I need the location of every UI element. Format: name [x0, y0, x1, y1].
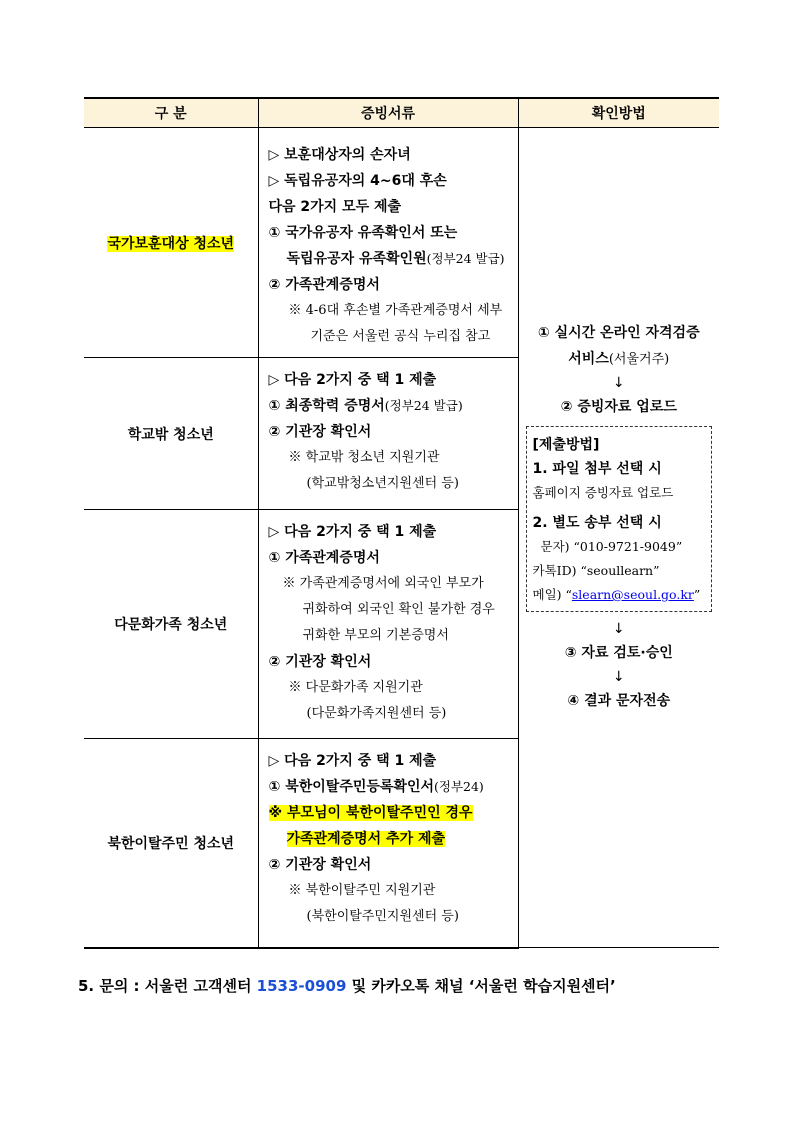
header-documents: 증빙서류: [258, 98, 518, 128]
mail-suffix: ”: [693, 587, 701, 602]
box-option-1: 1. 파일 첨부 선택 시: [532, 461, 662, 477]
doc-line: [269, 393, 518, 419]
box-option-2: 2. 별도 송부 선택 시: [532, 515, 662, 531]
documents-cell: [258, 128, 518, 358]
method-step-4: ④ 결과 문자전송: [567, 693, 671, 709]
doc-highlight: 가족관계증명서 추가 제출: [286, 831, 446, 847]
doc-note: (학교밖청소년지원센터 등): [306, 476, 459, 491]
header-method: 확인방법: [518, 98, 719, 128]
box-mail: [533, 583, 706, 607]
doc-line: ② 가족관계증명서: [268, 277, 380, 293]
doc-note: 기준은 서울런 공식 누리집 참고: [310, 329, 491, 344]
doc-note: ※ 학교밖 청소년 지원기관: [288, 450, 440, 465]
category-label: 국가보훈대상 청소년: [107, 235, 235, 252]
doc-sub: (정부24 발급): [426, 251, 505, 266]
doc-sub: (정부24): [434, 779, 484, 794]
category-cell: [84, 739, 258, 948]
doc-line: ▷ 다음 2가지 중 택 1 제출: [268, 372, 437, 388]
doc-note: ※ 4-6대 후손별 가족관계증명서 세부: [288, 303, 503, 318]
mail-prefix: 메일) “: [532, 587, 572, 602]
doc-line: ② 기관장 확인서: [268, 424, 372, 440]
doc-highlight: ※ 부모님이 북한이탈주민인 경우: [268, 805, 473, 821]
box-kakao: 카톡ID) “seoullearn”: [532, 563, 660, 578]
doc-line: ▷ 독립유공자의 4~6대 후손: [268, 173, 447, 189]
method-step-1b: [519, 346, 720, 372]
table-row: [84, 128, 719, 358]
doc-line: 다음 2가지 모두 제출: [268, 199, 402, 215]
method-spacer: [519, 128, 720, 320]
documents-cell: [258, 739, 518, 948]
doc-line: ① 가족관계증명서: [268, 550, 380, 566]
header-category: 구 분: [84, 98, 258, 128]
inquiry-prefix: 5. 문의 : 서울런 고객센터: [78, 977, 257, 995]
category-label: 북한이탈주민 청소년: [107, 835, 235, 852]
doc-line: [269, 800, 518, 826]
doc-line: ▷ 보훈대상자의 손자녀: [268, 147, 411, 163]
doc-note: (북한이탈주민지원센터 등): [306, 909, 459, 924]
category-label: 학교밖 청소년: [127, 426, 214, 443]
down-arrow-icon: ↓: [612, 669, 625, 685]
method-step-2: ② 증빙자료 업로드: [560, 399, 677, 415]
doc-line: ① 국가유공자 유족확인서 또는: [268, 225, 458, 241]
doc-line: [269, 246, 518, 272]
down-arrow-icon: ↓: [612, 375, 625, 391]
documents-cell: [258, 358, 518, 510]
doc-line: ② 기관장 확인서: [268, 654, 372, 670]
category-cell: [84, 358, 258, 510]
doc-line: [269, 826, 518, 852]
doc-text: ① 최종학력 증명서: [268, 398, 385, 414]
doc-note: ※ 북한이탈주민 지원기관: [288, 883, 436, 898]
doc-note: ※ 가족관계증명서에 외국인 부모가: [282, 576, 484, 591]
category-cell: [84, 128, 258, 358]
doc-note: (다문화가족지원센터 등): [306, 706, 447, 721]
inquiry-line: [78, 975, 616, 996]
doc-text: 독립유공자 유족확인원: [286, 251, 427, 267]
doc-line: ▷ 다음 2가지 중 택 1 제출: [268, 524, 437, 540]
submission-method-box: [526, 426, 713, 612]
phone-number[interactable]: 1533-0909: [256, 977, 347, 995]
method-sub: (서울거주): [608, 352, 670, 367]
documents-cell: [258, 510, 518, 739]
category-cell: [84, 510, 258, 739]
method-step-1: ① 실시간 온라인 자격검증: [537, 325, 700, 341]
doc-sub: (정부24 발급): [384, 398, 463, 413]
box-option-1-desc: 홈페이지 증빙자료 업로드: [532, 485, 674, 500]
doc-line: ② 기관장 확인서: [268, 857, 372, 873]
method-text: 서비스: [568, 351, 609, 367]
box-title: [제출방법]: [532, 437, 600, 453]
doc-note: 귀화하여 외국인 확인 불가한 경우: [302, 602, 495, 617]
doc-note: ※ 다문화가족 지원기관: [288, 680, 423, 695]
method-step-3: ③ 자료 검토·승인: [564, 645, 673, 661]
down-arrow-icon: ↓: [612, 621, 625, 637]
doc-note: 귀화한 부모의 기본증명서: [302, 628, 449, 643]
doc-text: ① 북한이탈주민등록확인서: [268, 779, 434, 795]
box-sms: 문자) “010-9721-9049”: [540, 539, 683, 554]
doc-line: [269, 774, 518, 800]
method-cell: [518, 128, 719, 948]
inquiry-suffix: 및 카카오톡 채널 ‘서울런 학습지원센터’: [346, 977, 616, 995]
doc-line: ▷ 다음 2가지 중 택 1 제출: [268, 753, 437, 769]
category-label: 다문화가족 청소년: [114, 617, 228, 633]
email-link[interactable]: slearn@seoul.go.kr: [571, 587, 694, 602]
verification-table: [84, 97, 719, 949]
